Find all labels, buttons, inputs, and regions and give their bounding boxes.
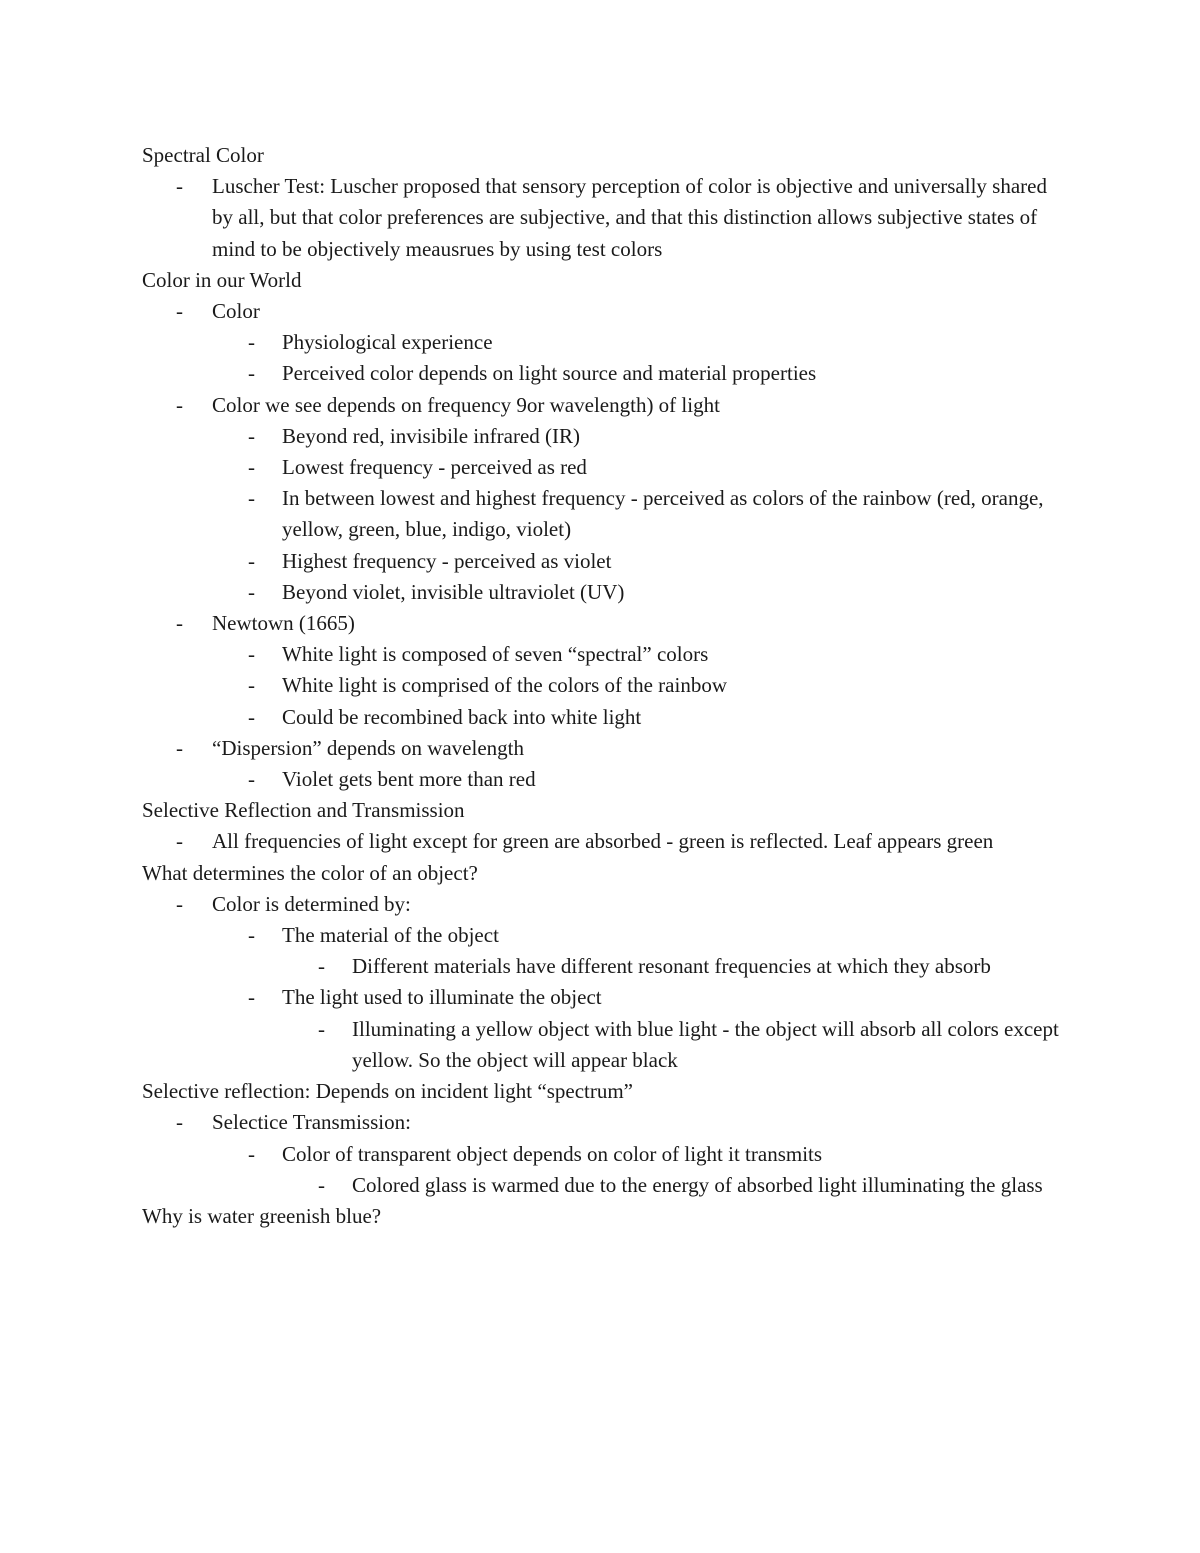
section bbox=[142, 795, 1062, 857]
bullet-list bbox=[142, 951, 1062, 982]
dash-bullet-icon: - bbox=[176, 299, 183, 324]
dash-bullet-icon: - bbox=[248, 579, 255, 604]
document-body bbox=[142, 140, 1062, 1232]
bullet-list bbox=[142, 608, 1062, 639]
bullet-list bbox=[142, 546, 1062, 577]
bullet-list bbox=[142, 452, 1062, 483]
bullet-list bbox=[142, 826, 1062, 857]
list-item bbox=[142, 546, 1062, 577]
list-item-text: The material of the object bbox=[282, 923, 499, 948]
list-item-text: Colored glass is warmed due to the energy of absorbed light illuminating the glass bbox=[352, 1172, 1043, 1197]
section bbox=[142, 265, 1062, 795]
bullet-list bbox=[142, 1139, 1062, 1170]
list-item-text: White light is comprised of the colors of the rainbow bbox=[282, 673, 727, 698]
list-item bbox=[142, 920, 1062, 951]
list-item-text: Perceived color depends on light source and material properties bbox=[282, 361, 817, 386]
list-item bbox=[142, 889, 1062, 920]
list-item-text: Highest frequency - perceived as violet bbox=[282, 548, 612, 573]
bullet-list bbox=[142, 296, 1062, 327]
bullet-list bbox=[142, 920, 1062, 951]
bullet-list bbox=[142, 670, 1062, 701]
list-item-text: Beyond red, invisibile infrared (IR) bbox=[282, 423, 580, 448]
dash-bullet-icon: - bbox=[248, 923, 255, 948]
dash-bullet-icon: - bbox=[248, 548, 255, 573]
bullet-list bbox=[142, 390, 1062, 421]
list-item-text: The light used to illuminate the object bbox=[282, 985, 602, 1010]
list-item-text: In between lowest and highest frequency - perceived as colors of the rainbow (red, orange, yellow, green, blue, indigo, violet) bbox=[282, 486, 1044, 542]
list-item-text: “Dispersion” depends on wavelength bbox=[212, 735, 524, 760]
list-item bbox=[142, 982, 1062, 1013]
list-item bbox=[142, 1014, 1062, 1076]
dash-bullet-icon: - bbox=[248, 486, 255, 511]
list-item-text: Lowest frequency - perceived as red bbox=[282, 455, 587, 480]
section-heading: Color in our World bbox=[142, 267, 302, 292]
list-item-text: Violet gets bent more than red bbox=[282, 767, 536, 792]
section bbox=[142, 1201, 1062, 1232]
dash-bullet-icon: - bbox=[248, 767, 255, 792]
list-item-text: Beyond violet, invisible ultraviolet (UV) bbox=[282, 579, 625, 604]
list-item bbox=[142, 733, 1062, 764]
bullet-list bbox=[142, 982, 1062, 1013]
list-item bbox=[142, 421, 1062, 452]
list-item-text: Newtown (1665) bbox=[212, 611, 355, 636]
list-item-text: White light is composed of seven “spectral” colors bbox=[282, 642, 709, 667]
dash-bullet-icon: - bbox=[318, 1016, 325, 1041]
dash-bullet-icon: - bbox=[176, 829, 183, 854]
dash-bullet-icon: - bbox=[176, 174, 183, 199]
list-item bbox=[142, 327, 1062, 358]
bullet-list bbox=[142, 358, 1062, 389]
list-item-text: Color of transparent object depends on color of light it transmits bbox=[282, 1141, 823, 1166]
bullet-list bbox=[142, 327, 1062, 358]
list-item-text: Could be recombined back into white light bbox=[282, 704, 642, 729]
dash-bullet-icon: - bbox=[248, 361, 255, 386]
list-item bbox=[142, 826, 1062, 857]
list-item bbox=[142, 483, 1062, 545]
dash-bullet-icon: - bbox=[176, 735, 183, 760]
bullet-list bbox=[142, 421, 1062, 452]
list-item-text: Physiological experience bbox=[282, 330, 493, 355]
list-item bbox=[142, 390, 1062, 421]
bullet-list bbox=[142, 889, 1062, 920]
bullet-list bbox=[142, 1107, 1062, 1138]
section bbox=[142, 1076, 1062, 1201]
list-item bbox=[142, 1139, 1062, 1170]
section bbox=[142, 140, 1062, 265]
section-heading: Selective Reflection and Transmission bbox=[142, 798, 465, 823]
list-item bbox=[142, 764, 1062, 795]
list-item-text: All frequencies of light except for green are absorbed - green is reflected. Leaf appears green bbox=[212, 829, 994, 854]
bullet-list bbox=[142, 171, 1062, 265]
bullet-list bbox=[142, 764, 1062, 795]
dash-bullet-icon: - bbox=[248, 642, 255, 667]
list-item bbox=[142, 296, 1062, 327]
list-item-text: Different materials have different resonant frequencies at which they absorb bbox=[352, 954, 991, 979]
section-heading: Why is water greenish blue? bbox=[142, 1203, 382, 1228]
bullet-list bbox=[142, 1170, 1062, 1201]
list-item-text: Color is determined by: bbox=[212, 891, 411, 916]
bullet-list bbox=[142, 702, 1062, 733]
dash-bullet-icon: - bbox=[176, 1110, 183, 1135]
list-item bbox=[142, 171, 1062, 265]
section-heading: What determines the color of an object? bbox=[142, 860, 478, 885]
list-item bbox=[142, 951, 1062, 982]
list-item-text: Luscher Test: Luscher proposed that sensory perception of color is objective and universally shared by all, but that color preferences are subjective, and that this distinction allows subjective states of mind to be objectively meausrues by using test colors bbox=[212, 174, 1047, 261]
list-item bbox=[142, 452, 1062, 483]
dash-bullet-icon: - bbox=[248, 455, 255, 480]
list-item bbox=[142, 577, 1062, 608]
dash-bullet-icon: - bbox=[318, 954, 325, 979]
dash-bullet-icon: - bbox=[248, 1141, 255, 1166]
dash-bullet-icon: - bbox=[176, 611, 183, 636]
list-item bbox=[142, 702, 1062, 733]
list-item-text: Selectice Transmission: bbox=[212, 1110, 411, 1135]
list-item-text: Color bbox=[212, 299, 260, 324]
list-item bbox=[142, 1107, 1062, 1138]
list-item bbox=[142, 358, 1062, 389]
list-item-text: Illuminating a yellow object with blue light - the object will absorb all colors except yellow. So the object will appear black bbox=[352, 1016, 1059, 1072]
list-item bbox=[142, 639, 1062, 670]
list-item bbox=[142, 1170, 1062, 1201]
section-heading: Selective reflection: Depends on incident light “spectrum” bbox=[142, 1079, 633, 1104]
bullet-list bbox=[142, 483, 1062, 545]
section bbox=[142, 858, 1062, 1076]
dash-bullet-icon: - bbox=[248, 423, 255, 448]
dash-bullet-icon: - bbox=[248, 985, 255, 1010]
dash-bullet-icon: - bbox=[248, 330, 255, 355]
dash-bullet-icon: - bbox=[318, 1172, 325, 1197]
list-item bbox=[142, 608, 1062, 639]
section-heading: Spectral Color bbox=[142, 143, 264, 167]
bullet-list bbox=[142, 577, 1062, 608]
dash-bullet-icon: - bbox=[248, 704, 255, 729]
bullet-list bbox=[142, 1014, 1062, 1076]
list-item-text: Color we see depends on frequency 9or wavelength) of light bbox=[212, 392, 720, 417]
dash-bullet-icon: - bbox=[176, 392, 183, 417]
bullet-list bbox=[142, 639, 1062, 670]
bullet-list bbox=[142, 733, 1062, 764]
list-item bbox=[142, 670, 1062, 701]
dash-bullet-icon: - bbox=[248, 673, 255, 698]
dash-bullet-icon: - bbox=[176, 891, 183, 916]
